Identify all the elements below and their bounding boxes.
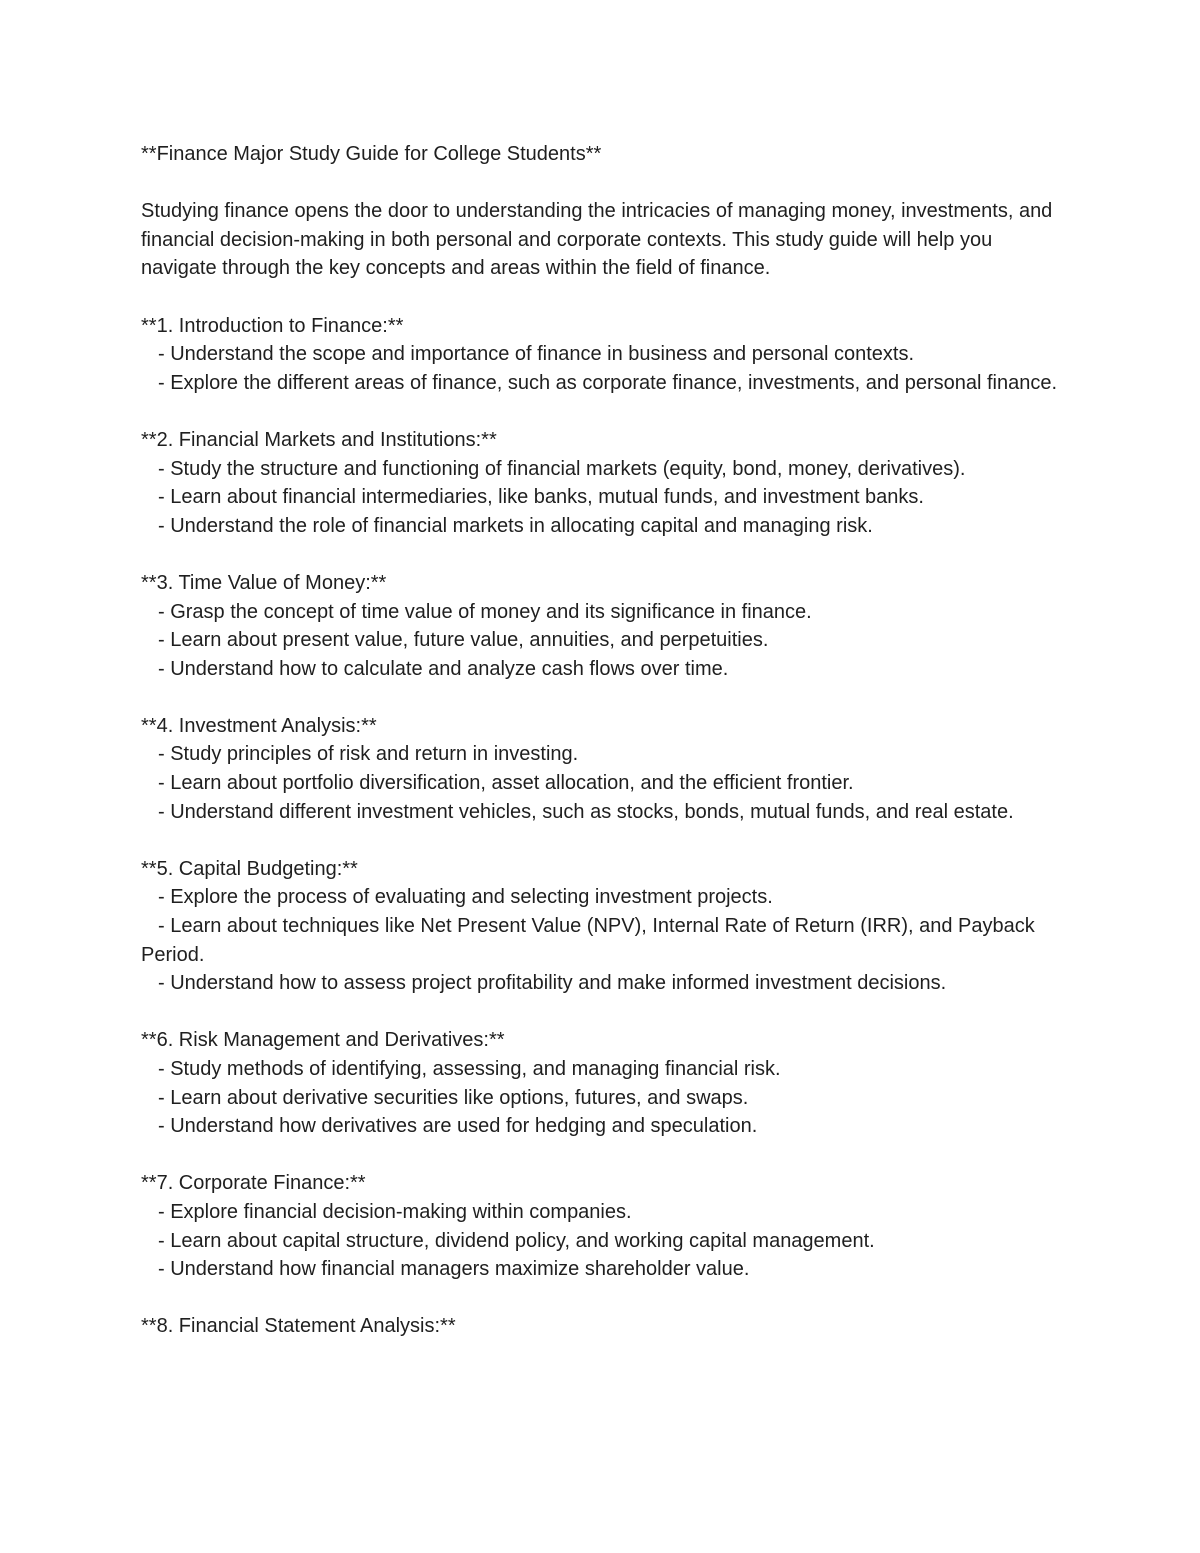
list-item — [141, 912, 1061, 969]
list-item — [141, 883, 1061, 912]
list-item — [141, 1198, 1061, 1227]
list-item — [141, 369, 1061, 398]
spacer — [141, 1284, 1061, 1313]
section-heading: **2. Financial Markets and Institutions:** — [141, 428, 497, 451]
spacer — [141, 540, 1061, 569]
section-heading: **7. Corporate Finance:** — [141, 1172, 366, 1195]
section-financial-statement-analysis — [141, 1312, 1061, 1341]
list-item-text: - Learn about techniques like Net Present Value (NPV), Internal Rate of Return (IRR), and Payback Period. — [141, 915, 1041, 966]
section-heading: **1. Introduction to Finance:** — [141, 314, 404, 337]
list-item — [141, 626, 1061, 655]
list-item-text: - Study principles of risk and return in investing. — [158, 743, 579, 766]
list-item-text: - Study methods of identifying, assessing, and managing financial risk. — [158, 1058, 781, 1080]
list-item-text: - Understand how to assess project profitability and make informed investment decisions. — [158, 972, 947, 995]
list-item-text: - Understand how to calculate and analyze cash flows over time. — [158, 657, 729, 680]
list-item-text: - Learn about capital structure, dividend policy, and working capital management. — [158, 1229, 875, 1252]
section-heading: **4. Investment Analysis:** — [141, 714, 377, 737]
intro-paragraph: Studying finance opens the door to understanding the intricacies of managing money, investments, and financial decision-making in both personal and corporate contexts. This study guide will help you navigate through the key concepts and areas within the field of finance. — [141, 200, 1058, 280]
section-financial-markets — [141, 426, 1061, 540]
list-item — [141, 512, 1061, 541]
list-item-text: - Learn about derivative securities like options, futures, and swaps. — [158, 1086, 749, 1109]
spacer — [141, 169, 1061, 198]
document-body — [141, 140, 1061, 1341]
section-heading: **6. Risk Management and Derivatives:** — [141, 1029, 505, 1052]
list-item-text: - Understand how derivatives are used for hedging and speculation. — [158, 1115, 758, 1138]
list-item-text: - Understand the scope and importance of finance in business and personal contexts. — [158, 343, 915, 366]
list-item-text: - Explore the process of evaluating and selecting investment projects. — [158, 886, 773, 909]
spacer — [141, 826, 1061, 855]
list-item — [141, 1084, 1061, 1113]
list-item — [141, 455, 1061, 484]
list-item — [141, 483, 1061, 512]
spacer — [141, 397, 1061, 426]
list-item-text: - Understand how financial managers maximize shareholder value. — [158, 1258, 750, 1281]
section-heading: **5. Capital Budgeting:** — [141, 857, 358, 880]
list-item-text: - Explore the different areas of finance, such as corporate finance, investments, and personal finance. — [158, 371, 1058, 394]
list-item — [141, 1112, 1061, 1141]
list-item-text: - Explore financial decision-making within companies. — [158, 1200, 632, 1223]
spacer — [141, 283, 1061, 312]
section-heading: **3. Time Value of Money:** — [141, 571, 387, 594]
list-item-text: - Understand different investment vehicles, such as stocks, bonds, mutual funds, and real estate. — [158, 800, 1014, 823]
list-item-text: - Study the structure and functioning of financial markets (equity, bond, money, derivatives). — [158, 457, 966, 480]
section-heading: **8. Financial Statement Analysis:** — [141, 1315, 456, 1338]
section-corporate-finance — [141, 1169, 1061, 1283]
list-item-text: - Grasp the concept of time value of money and its significance in finance. — [158, 600, 812, 623]
list-item — [141, 598, 1061, 627]
section-time-value-of-money — [141, 569, 1061, 683]
list-item-text: - Learn about financial intermediaries, like banks, mutual funds, and investment banks. — [158, 486, 924, 509]
list-item — [141, 655, 1061, 684]
list-item-text: - Learn about present value, future value, annuities, and perpetuities. — [158, 629, 769, 652]
list-item — [141, 1055, 1061, 1084]
list-item — [141, 1255, 1061, 1284]
spacer — [141, 683, 1061, 712]
list-item — [141, 340, 1061, 369]
section-investment-analysis — [141, 712, 1061, 826]
section-introduction-to-finance — [141, 312, 1061, 398]
list-item — [141, 969, 1061, 998]
list-item — [141, 769, 1061, 798]
list-item — [141, 1227, 1061, 1256]
spacer — [141, 998, 1061, 1027]
list-item — [141, 740, 1061, 769]
spacer — [141, 1141, 1061, 1170]
list-item-text: - Understand the role of financial markets in allocating capital and managing risk. — [158, 514, 873, 537]
document-title: **Finance Major Study Guide for College Students** — [141, 143, 602, 165]
section-risk-management — [141, 1026, 1061, 1140]
list-item — [141, 798, 1061, 827]
section-capital-budgeting — [141, 855, 1061, 998]
list-item-text: - Learn about portfolio diversification, asset allocation, and the efficient frontier. — [158, 772, 854, 795]
